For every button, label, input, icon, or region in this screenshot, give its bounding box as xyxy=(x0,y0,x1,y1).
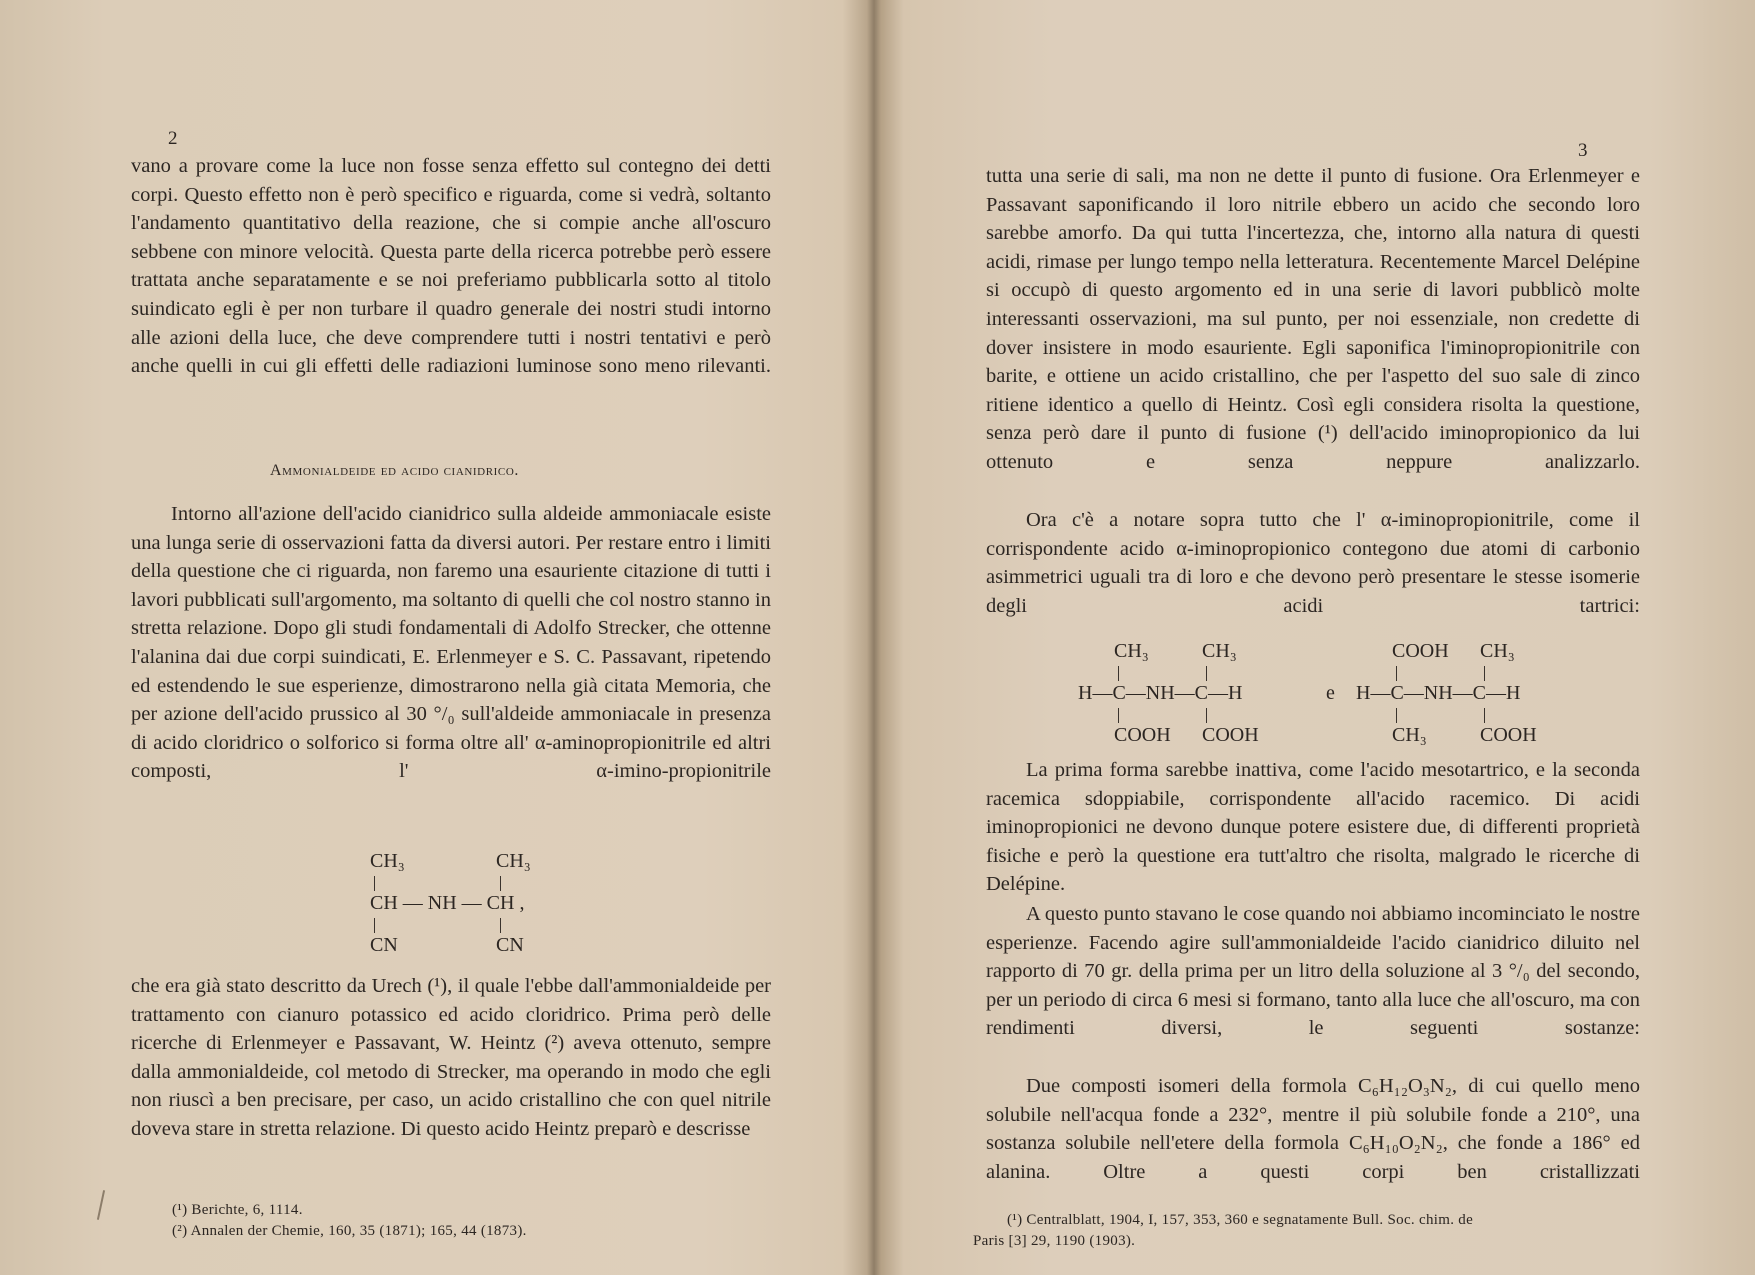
footnotes xyxy=(172,1200,527,1242)
margin-mark xyxy=(97,1190,105,1220)
formula-group: CH₃ xyxy=(370,850,405,872)
bond-line xyxy=(500,918,501,933)
bond-line xyxy=(500,876,501,891)
footnote: Paris [3] 29, 1190 (1903). xyxy=(973,1233,1136,1249)
formula-group: COOH xyxy=(1202,724,1259,746)
bond-line xyxy=(1396,666,1397,681)
formula-group: CH₃ xyxy=(1392,724,1427,746)
bond-line xyxy=(1206,666,1207,681)
paragraph: vano a provare come la luce non fosse senza effetto sul contegno dei detti corpi. Questo effetto non è però specifico e riguarda, come si vedrà, soltanto l'andamento quantitativo della reazione, che si compie anche all'oscuro sebbene con minore velocità. Questa parte della ricerca potrebbe però essere trattata anche separatamente e se noi preferiamo pubblicarla sotto al titolo suindicato egli è per non turbare il quadro generale dei nostri studi intorno alle azioni della luce, che deve comprendere tutti i nostri tentativi e però anche quelli in cui gli effetti delle radiazioni luminose sono meno rilevanti. xyxy=(131,155,771,378)
formula-group: CH₃ xyxy=(1114,640,1149,662)
paragraph: tutta una serie di sali, ma non ne dette il punto di fusione. Ora Erlenmeyer e Passavant saponificando il loro nitrile ebbero un acido che secondo loro sarebbe amorfo. Da qui tutta l'incertezza, che, intorno alla natura di questi acidi, rimase per lungo tempo nella letteratura. Recentemente Marcel Delépine si occupò di questo argomento ed in una serie di lavori pubblicò molte interessanti osservazioni, ma sul punto, per noi essenziale, non credette di dover insistere in modo esauriente. Egli saponifica l'iminopropionitrile con barite, e ottiene un acido cristallino, che per l'aspetto del suo sale di zinco ritiene identico a quello di Heintz. Così egli considera risolta la questione, senza però dare il punto di fusione (¹) dell'acido iminopropionico da lui ottenuto e senza neppure analizzarlo. xyxy=(986,165,1640,473)
formula-group: COOH xyxy=(1480,724,1537,746)
formula-chain: H—C—NH—C—H xyxy=(1356,682,1521,704)
formula-group: CN xyxy=(496,934,524,956)
formula-group: COOH xyxy=(1114,724,1171,746)
section-heading: Ammonialdeide ed acido cianidrico. xyxy=(270,462,519,479)
paragraph: che era già stato descritto da Urech (¹), il quale l'ebbe dall'ammonialdeide per trattamento con cianuro potassico ed acido cloridrico. Prima però delle ricerche di Erlenmeyer e Passavant, W. Heintz (²) aveva ottenuto, sempre dalla ammonialdeide, col metodo di Strecker, ma operando in modo che egli non riuscì a ben precisare, per caso, un acido cristallino che con quel nitrile doveva stare in stretta relazione. Di questo acido Heintz preparò e descrisse xyxy=(131,975,771,1140)
bond-line xyxy=(1118,708,1119,723)
bond-line xyxy=(1484,666,1485,681)
footnotes xyxy=(973,1210,1473,1252)
footnote: (²) Annalen der Chemie, 160, 35 (1871); 165, 44 (1873). xyxy=(172,1223,527,1239)
formula-chain: CH — NH — CH , xyxy=(370,892,525,914)
paragraph: A questo punto stavano le cose quando noi abbiamo incominciato le nostre esperienze. Facendo agire sull'ammonialdeide l'acido cianidrico diluito nel rapporto di 70 gr. della prima per un litro della soluzione al 3 °/₀ del secondo, per un periodo di circa 6 mesi si formano, tanto alla luce che all'oscuro, ma con rendimenti diversi, le seguenti sostanze: xyxy=(986,903,1640,1040)
bond-line xyxy=(1206,708,1207,723)
chemical-formula xyxy=(1078,640,1308,750)
chemical-formula xyxy=(370,850,570,960)
bond-line xyxy=(1396,708,1397,723)
bond-line xyxy=(374,918,375,933)
paragraph: Due composti isomeri della formola C₆H₁₂O₃N₂, di cui quello meno solubile nell'acqua fonde a 232°, mentre il più solubile fonde a 210°, una sostanza solubile nell'etere della formola C₆H₁₀O₂N₂, che fonde a 186° ed alanina. Oltre a questi corpi ben cristallizzati xyxy=(986,1075,1640,1183)
bond-line xyxy=(1118,666,1119,681)
formula-group: CN xyxy=(370,934,398,956)
right-page xyxy=(885,0,1755,1275)
formula-group: CH₃ xyxy=(496,850,531,872)
footnote: (¹) Berichte, 6, 1114. xyxy=(172,1202,303,1218)
page-number: 2 xyxy=(168,128,178,149)
paragraph: La prima forma sarebbe inattiva, come l'acido mesotartrico, e la seconda racemica sdoppiabile, corrispondente all'acido racemico. Di acidi iminopropionici ne devono dunque potere esistere due, di differenti proprietà fisiche e però la questione era tutt'altro che risolta, malgrado le ricerche di Delépine. xyxy=(986,759,1640,896)
formula-group: CH₃ xyxy=(1480,640,1515,662)
footnote: (¹) Centralblatt, 1904, I, 157, 353, 360 e segnatamente Bull. Soc. chim. de xyxy=(1007,1212,1474,1228)
left-page xyxy=(0,0,870,1275)
chemical-formula xyxy=(1356,640,1586,750)
connector-text: e xyxy=(1326,682,1335,704)
paragraph: Ora c'è a notare sopra tutto che l' α-iminopropionitrile, come il corrispondente acido α-iminopropionico contegono due atomi di carbonio asimmetrici uguali tra di loro e che devono però presentare le stesse isomerie degli acidi tartrici: xyxy=(986,509,1640,617)
formula-group: CH₃ xyxy=(1202,640,1237,662)
bond-line xyxy=(1484,708,1485,723)
paragraph: Intorno all'azione dell'acido cianidrico sulla aldeide ammoniacale esiste una lunga serie di osservazioni fatta da diversi autori. Per restare entro i limiti della questione che ci riguarda, non faremo una esauriente citazione di tutti i lavori pubblicati sull'argomento, ma soltanto di quelli che col nostro stanno in stretta relazione. Dopo gli studi fondamentali di Adolfo Strecker, che ottenne l'alanina dai due corpi suindicati, E. Erlenmeyer e S. C. Passavant, ripetendo ed estendendo le sue esperienze, dimostrarono nella già citata Memoria, che per azione dell'acido prussico al 30 °/₀ sull'aldeide ammoniacale in presenza di acido cloridrico o solforico si forma oltre all' α-aminopropionitrile ed altri composti, l' α-imino-propionitrile xyxy=(131,503,771,783)
formula-chain: H—C—NH—C—H xyxy=(1078,682,1243,704)
formula-group: COOH xyxy=(1392,640,1449,662)
bond-line xyxy=(374,876,375,891)
page-number: 3 xyxy=(1578,140,1588,161)
